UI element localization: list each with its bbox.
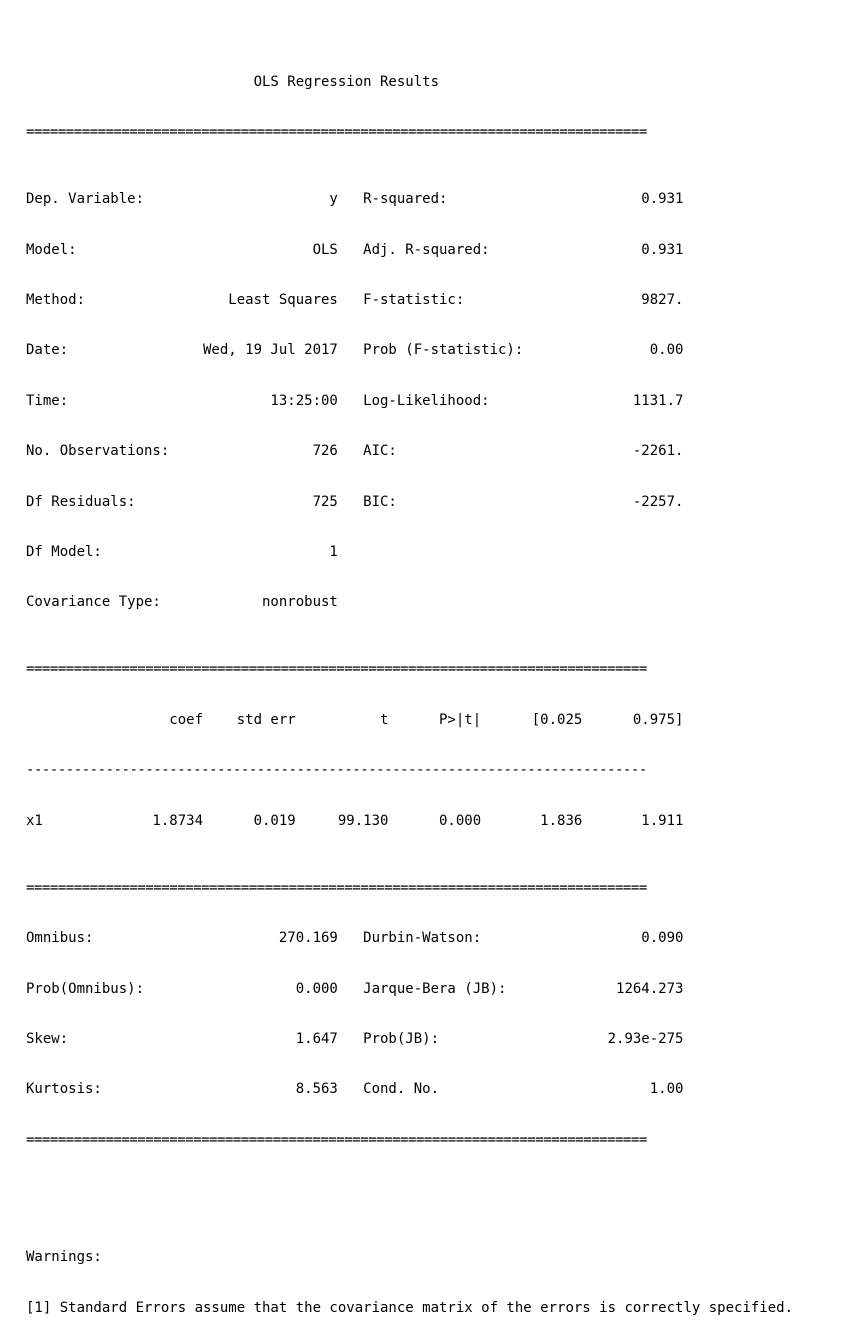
double-rule-bottom: ============================================================================== <box>26 1131 647 1148</box>
regression-report <box>26 40 793 1333</box>
summary-row-df-residuals: Df Residuals: 725 BIC: -2257. <box>26 493 684 510</box>
diag-row-prob-omnibus: Prob(Omnibus): 0.000 Jarque-Bera (JB): 1264.273 <box>26 980 684 997</box>
double-rule-coef-top: ============================================================================== <box>26 661 647 678</box>
diag-row-omnibus: Omnibus: 270.169 Durbin-Watson: 0.090 <box>26 930 684 947</box>
summary-row-covariance-type: Covariance Type: nonrobust <box>26 594 338 611</box>
warnings-label: Warnings: <box>26 1249 102 1266</box>
double-rule-top: ============================================================================== <box>26 123 647 140</box>
single-rule-coef: ------------------------------------------------------------------------------ <box>26 762 647 779</box>
diag-row-skew: Skew: 1.647 Prob(JB): 2.93e-275 <box>26 1031 684 1048</box>
summary-row-method: Method: Least Squares F-statistic: 9827. <box>26 291 684 308</box>
coef-table-header: coef std err t P>|t| [0.025 0.975] <box>26 711 684 728</box>
diag-row-kurtosis: Kurtosis: 8.563 Cond. No. 1.00 <box>26 1081 684 1098</box>
coef-row-x1: x1 1.8734 0.019 99.130 0.000 1.836 1.911 <box>26 812 684 829</box>
double-rule-diag-top: ============================================================================== <box>26 879 647 896</box>
warning-item: [1] Standard Errors assume that the covariance matrix of the errors is correctly specified. <box>26 1299 794 1316</box>
summary-row-observations: No. Observations: 726 AIC: -2261. <box>26 443 684 460</box>
report-title: OLS Regression Results <box>26 73 440 90</box>
summary-row-time: Time: 13:25:00 Log-Likelihood: 1131.7 <box>26 392 684 409</box>
summary-row-dep-variable: Dep. Variable: y R-squared: 0.931 <box>26 191 684 208</box>
spacer <box>26 1199 793 1216</box>
summary-row-date: Date: Wed, 19 Jul 2017 Prob (F-statistic): 0.00 <box>26 342 684 359</box>
summary-row-df-model: Df Model: 1 <box>26 543 338 560</box>
summary-row-model: Model: OLS Adj. R-squared: 0.931 <box>26 241 684 258</box>
